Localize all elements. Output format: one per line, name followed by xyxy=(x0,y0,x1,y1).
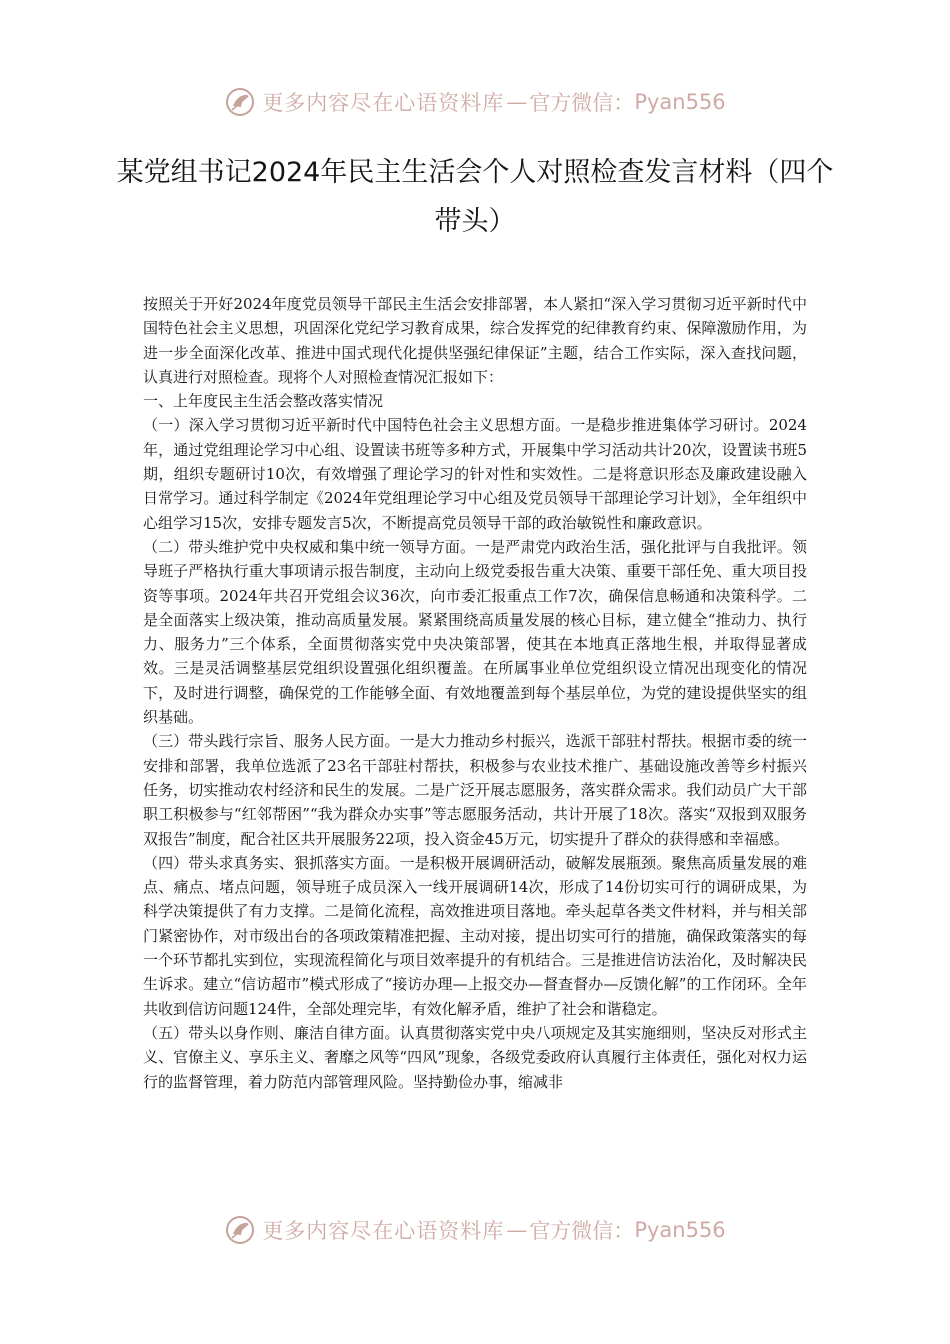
body-paragraph: （三）带头践行宗旨、服务人民方面。一是大力推动乡村振兴，选派干部驻村帮扶。根据市委的统一安排和部署，我单位选派了23名干部驻村帮扶，积极参与农业技术推广、基础设施改善等乡村振兴任务，切实推动农村经济和民生的发展。二是广泛开展志愿服务，落实群众需求。我们动员广大干部职工积极参与“红邻帮困”“我为群众办实事”等志愿服务活动，共计开展了18次。落实“双报到双服务双报告”制度，配合社区共开展服务22项，投入资金45万元，切实提升了群众的获得感和幸福感。 xyxy=(143,732,807,848)
banner-text: 更多内容尽在心语资料库 xyxy=(262,1219,505,1243)
body-paragraph: （一）深入学习贯彻习近平新时代中国特色社会主义思想方面。一是稳步推进集体学习研讨。2024年，通过党组理论学习中心组、设置读书班等多种方式，开展集中学习活动共计20次，设置读书班5期，组织专题研讨10次，有效增强了理论学习的针对性和实效性。二是将意识形态及廉政建设融入日常学习。通过科学制定《2024年党组理论学习中心组及党员领导干部理论学习计划》，全年组织中心组学习15次，安排专题发言5次，不断提高党员领导干部的政治敏锐性和廉政意识。 xyxy=(143,416,807,532)
section-heading: 一、上年度民主生活会整改落实情况 xyxy=(143,392,384,411)
banner-text: 更多内容尽在心语资料库 xyxy=(262,91,505,115)
document-title: 某党组书记2024年民主生活会个人对照检查发言材料（四个带头） xyxy=(116,157,834,237)
banner-separator: — xyxy=(506,1218,528,1242)
body-paragraph: （五）带头以身作则、廉洁自律方面。认真贯彻落实党中央八项规定及其实施细则，坚决反对形式主义、官僚主义、享乐主义、奢靡之风等“四风”现象，各级党委政府认真履行主体责任，强化对权力运行的监督管理，着力防范内部管理风险。坚持勤俭办事，缩减非 xyxy=(143,1023,807,1091)
logo-icon xyxy=(224,1214,256,1246)
intro-paragraph: 按照关于开好2024年度党员领导干部民主生活会安排部署，本人紧扣“深入学习贯彻习近平新时代中国特色社会主义思想，巩固深化党纪学习教育成果，综合发挥党的纪律教育约束、保障激励作用，为进一步全面深化改革、推进中国式现代化提供坚强纪律保证”主题，结合工作实际，深入查找问题，认真进行对照检查。现将个人对照检查情况汇报如下： xyxy=(143,295,807,386)
logo-icon xyxy=(224,86,256,118)
banner-wechat-id: Pyan556 xyxy=(634,1218,726,1242)
banner-separator: — xyxy=(506,90,528,114)
body-paragraph: （二）带头维护党中央权威和集中统一领导方面。一是严肃党内政治生活，强化批评与自我批评。领导班子严格执行重大事项请示报告制度，主动向上级党委报告重大决策、重要干部任免、重大项目投资等事项。2024年共召开党组会议36次，向市委汇报重点工作7次，确保信息畅通和决策科学。二是全面落实上级决策，推动高质量发展。紧紧围绕高质量发展的核心目标，建立健全“推动力、执行力、服务力”三个体系，全面贯彻落实党中央决策部署，使其在本地真正落地生根，并取得显著成效。三是灵活调整基层党组织设置强化组织覆盖。在所属事业单位党组织设立情况出现变化的情况下，及时进行调整，确保党的工作能够全面、有效地覆盖到每个基层单位，为党的建设提供坚实的组织基础。 xyxy=(143,537,807,727)
body-paragraph: （四）带头求真务实、狠抓落实方面。一是积极开展调研活动，破解发展瓶颈。聚焦高质量发展的难点、痛点、堵点问题，领导班子成员深入一线开展调研14次，形成了14份切实可行的调研成果，为科学决策提供了有力支撑。二是简化流程，高效推进项目落地。牵头起草各类文件材料，并与相关部门紧密协作，对市级出台的各项政策精准把握、主动对接，提出切实可行的措施，确保政策落实的每一个环节都扎实到位，实现流程简化与项目效率提升的有机结合。三是推进信访法治化，及时解决民生诉求。建立“信访超市”模式形成了“接访办理—上报交办—督查督办—反馈化解”的工作闭环。全年共收到信访问题124件，全部处理完毕，有效化解矛盾，维护了社会和谐稳定。 xyxy=(143,853,807,1018)
header-banner xyxy=(0,84,950,120)
banner-wechat-id: Pyan556 xyxy=(634,90,726,114)
footer-banner xyxy=(0,1212,950,1248)
banner-wechat-label: 官方微信： xyxy=(529,91,635,115)
document-body xyxy=(143,292,807,1094)
banner-wechat-label: 官方微信： xyxy=(529,1219,635,1243)
